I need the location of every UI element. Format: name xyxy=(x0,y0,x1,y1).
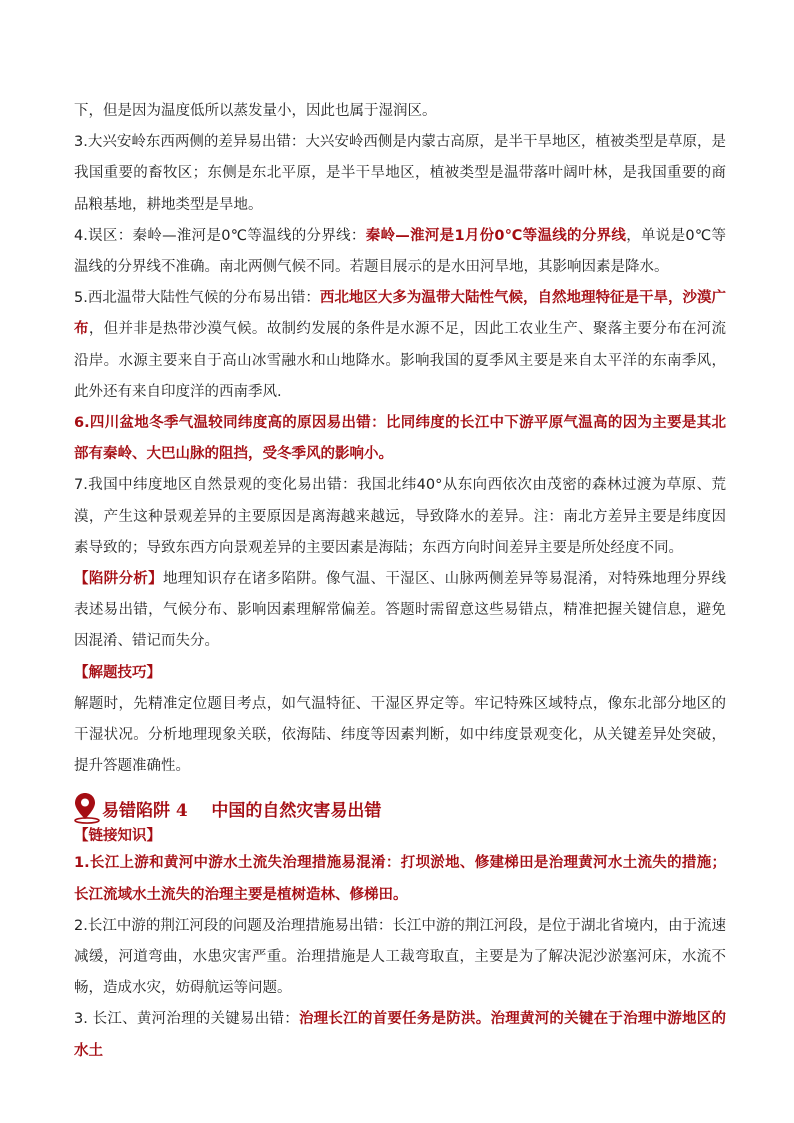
paragraph-4-rest: ，单说是0℃等温线的分界线不准确。南北两侧气候不同。若题目展示的是水田河旱地，其影响因素是降水。 xyxy=(74,227,726,276)
paragraph-top: 下，但是因为温度低所以蒸发量小，因此也属于湿润区。 xyxy=(74,103,437,119)
paragraph-5-emphasis: 西北地区大多为温带大陆性气候，自然地理特征是干旱，沙漠广布 xyxy=(74,290,726,338)
paragraph-4 xyxy=(74,221,726,283)
section-item-1: 1.长江上游和黄河中游水土流失治理措施易混淆：打坝淤地、修建梯田是治理黄河水土流失的措施；长江流域水土流失的治理主要是植树造林、修梯田。 xyxy=(74,855,726,903)
paragraph-4-emphasis: 秦岭—淮河是1月份0℃等温线的分界线 xyxy=(365,227,627,244)
paragraph-5-lead: 5.西北温带大陆性气候的分布易出错： xyxy=(74,290,320,307)
paragraph-4-lead: 4.误区：秦岭—淮河是0℃等温线的分界线： xyxy=(74,227,366,244)
section-item-3-emphasis: 治理长江的首要任务是防洪。治理黄河的关键在于治理中游地区的水土 xyxy=(74,1011,726,1059)
trap-analysis-label: 【陷阱分析】 xyxy=(74,571,163,588)
section-item-2: 2.长江中游的荆江河段的问题及治理措施易出错：长江中游的荆江河段，是位于湖北省境内，由于流速减缓，河道弯曲，水患灾害严重。治理措施是人工裁弯取直，主要是为了解决泥沙淤塞河床，水流不畅，造成水灾，妨碍航运等问题。 xyxy=(74,917,726,997)
link-knowledge-label: 【链接知识】 xyxy=(74,828,161,845)
document-content xyxy=(74,96,726,1067)
paragraph-5-rest: ，但并非是热带沙漠气候。故制约发展的条件是水源不足，因此工农业生产、聚落主要分布在河流沿岸。水源主要来自于高山冰雪融水和山地降水。影响我国的夏季风主要是来自太平洋的东南季风，此外还有来自印度洋的西南季风. xyxy=(74,321,726,400)
location-pin-icon xyxy=(74,792,100,824)
solving-tips-label: 【解题技巧】 xyxy=(74,664,161,681)
paragraph-7: 7.我国中纬度地区自然景观的变化易出错：我国北纬40°从东向西依次由茂密的森林过渡为草原、荒漠，产生这种景观差异的主要原因是离海越来越远，导致降水的差异。注：南北方差异主要是纬度因素导致的；导致东西方向景观差异的主要因素是海陆；东西方向时间差异主要是所处经度不同。 xyxy=(74,477,726,556)
section-item-3-lead: 3. 长江、黄河治理的关键易出错： xyxy=(74,1011,299,1028)
section-title: 易错陷阱 4 中国的自然灾害易出错 xyxy=(102,801,382,822)
paragraph-3: 3.大兴安岭东西两侧的差异易出错：大兴安岭西侧是内蒙古高原，是半干旱地区，植被类型是草原，是我国重要的畜牧区；东侧是东北平原，是半干旱地区，植被类型是温带落叶阔叶林，是我国重要的商品粮基地，耕地类型是旱地。 xyxy=(74,134,726,213)
trap-analysis-text: 地理知识存在诸多陷阱。像气温、干湿区、山脉两侧差异等易混淆，对特殊地理分界线表述易出错，气候分布、影响因素理解常偏差。答题时需留意这些易错点，精准把握关键信息，避免因混淆、错记而失分。 xyxy=(74,571,726,650)
trap-analysis xyxy=(74,564,726,658)
section-item-3 xyxy=(74,1004,726,1066)
solving-tips-text: 解题时，先精准定位题目考点，如气温特征、干湿区界定等。牢记特殊区域特点，像东北部分地区的干湿状况。分析地理现象关联，依海陆、纬度等因素判断，如中纬度景观变化，从关键差异处突破，提升答题准确性。 xyxy=(74,695,726,775)
paragraph-6: 6.四川盆地冬季气温较同纬度高的原因易出错：比同纬度的长江中下游平原气温高的因为主要是其北部有秦岭、大巴山脉的阻挡，受冬季风的影响小。 xyxy=(74,415,726,463)
paragraph-5 xyxy=(74,283,726,408)
section-heading xyxy=(74,784,726,824)
